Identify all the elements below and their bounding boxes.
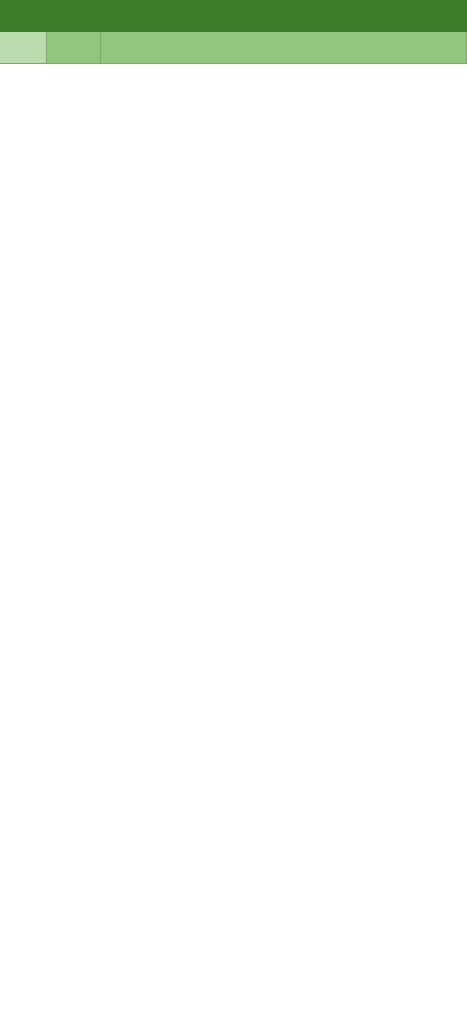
sheet-title [0,0,467,32]
header-date [47,32,101,64]
header-row [0,32,467,64]
header-number [0,32,47,64]
header-notes [101,32,467,64]
